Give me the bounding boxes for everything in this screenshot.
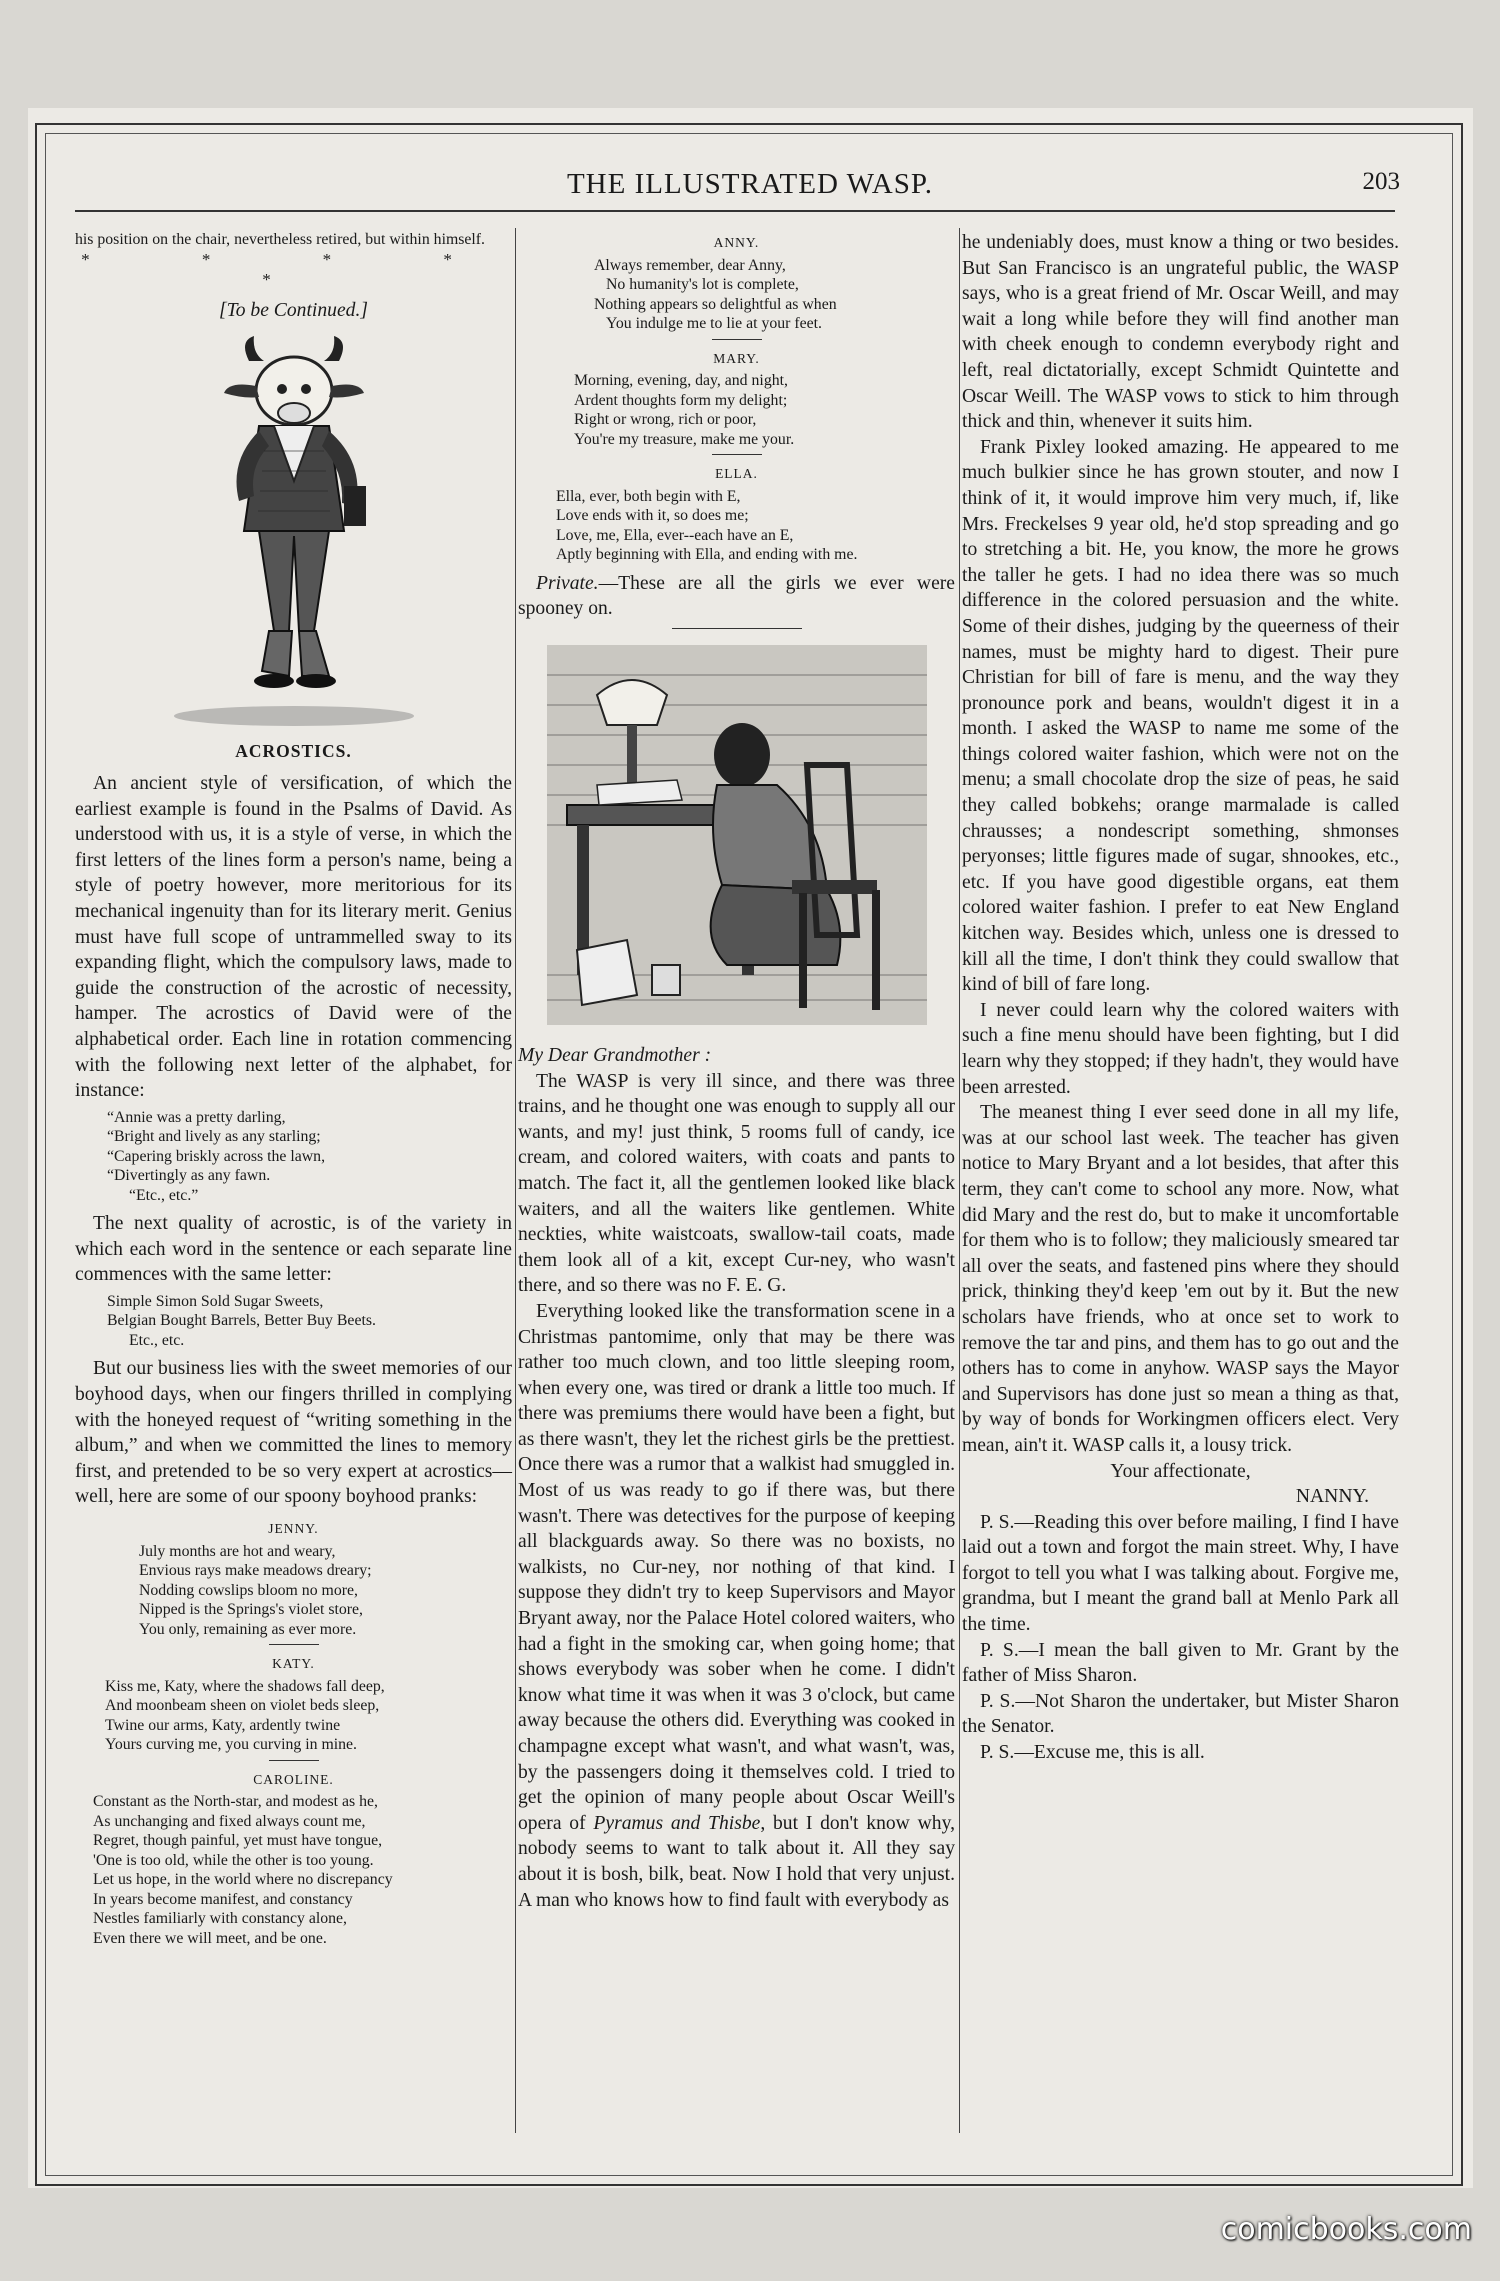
column-2	[518, 230, 955, 1913]
letter-paragraph-2-text: Everything looked like the transformation scene in a Christmas pantomime, only that may be there was rather too much clown, and too little sleeping room, when every one, was tired or drank a little too much. If there was premiums there would have been a fight, but as there wasn't, they let the richest girls be the prettiest. Once there was a rumor that a walkist had smuggled in. Most of us was ready to go if there was, but there wasn't. There was detectives for the purpose of keeping all blackguards away. So there was no boxists, no walkists, no Cur-ney, nor nothing of that kind. I suppose they didn't try to keep Supervisors and Mayor Bryant away, nor the Palace Hotel colored waiters, who had a fight in the smoking car, when going home; that shows everybody was sober when he come. I didn't know what time it was when it was 3 o'clock, but came away because the others did. Everything was cooked in champagne except what wasn't, and what wasn't, was, by the passengers doing it themselves cold. I tried to get the opinion of many people about Oscar Weill's opera of	[518, 1300, 955, 1834]
ornamental-rule	[672, 628, 802, 629]
verse-line: No humanity's lot is complete,	[606, 276, 799, 294]
verse-line: Regret, though painful, yet must have tongue,	[93, 1832, 383, 1850]
verse-line: Love ends with it, so does me;	[556, 507, 749, 525]
private-note	[518, 571, 955, 622]
verse-line: And moonbeam sheen on violet beds sleep,	[105, 1697, 380, 1715]
verse-line: “Bright and lively as any starling;	[107, 1128, 321, 1146]
verse-line: You indulge me to lie at your feet.	[606, 315, 823, 333]
caroline-verse	[75, 1792, 512, 1948]
annie-verse	[87, 1108, 512, 1206]
header-rule	[75, 210, 1395, 212]
verse-line: Nipped is the Springs's violet store,	[139, 1601, 363, 1619]
acrostics-paragraph-2: The next quality of acrostic, is of the variety in which each word in the sentence or each separate line commences with the same letter:	[75, 1213, 512, 1286]
divider	[712, 454, 762, 455]
bull-man-illustration	[144, 331, 444, 731]
anny-verse	[518, 256, 955, 334]
letter-paragraph-3: he undeniably does, must know a thing or two besides. But San Francisco is an ungrateful public, the WASP says, who is a great friend of Mr. Oscar Weill, and may wait a long while before they will find another man with cheek enough to condemn everybody right and left, real dictatorially, except Schmidt Quintette and Oscar Weill. The WASP vows to stick to him through thick and thin, whenever it suits him.	[962, 232, 1399, 433]
katy-title: KATY.	[272, 1656, 315, 1672]
verse-line: You're my treasure, make me your.	[574, 430, 795, 448]
caroline-title: CAROLINE.	[253, 1771, 334, 1787]
verse-line: As unchanging and fixed always count me,	[93, 1812, 366, 1830]
verse-line: Ella, ever, both begin with E,	[556, 487, 741, 505]
simon-verse	[87, 1292, 512, 1351]
divider	[269, 1644, 319, 1645]
verse-line: “Capering briskly across the lawn,	[107, 1147, 326, 1165]
verse-line: Always remember, dear Anny,	[594, 256, 786, 274]
letter-salutation: My Dear Grandmother :	[518, 1044, 712, 1066]
anny-title: ANNY.	[713, 235, 760, 250]
page-number: 203	[1362, 168, 1400, 195]
opera-title: Pyramus and Thisbe	[593, 1812, 761, 1834]
ella-title: ELLA.	[715, 466, 758, 482]
postscript-2: P. S.—I mean the ball given to Mr. Grant by the father of Miss Sharon.	[962, 1639, 1399, 1687]
girl-writing-illustration	[537, 635, 937, 1035]
letter-paragraph-2-end: , but I don't know why, nobody seems to want to talk about it. All they say about it is bosh, bilk, beat. Now I hold that very unjust. A man who knows how to find fault with everybody as	[518, 1812, 955, 1911]
watermark: comicbooks.com	[1220, 2212, 1472, 2247]
verse-line: “Annie was a pretty darling,	[107, 1108, 286, 1126]
jenny-verse	[75, 1542, 512, 1640]
verse-line: Constant as the North-star, and modest as he,	[93, 1793, 378, 1811]
verse-line: Envious rays make meadows dreary;	[139, 1562, 372, 1580]
letter-closing: Your affectionate,	[1110, 1460, 1251, 1482]
verse-line: 'One is too old, while the other is too young.	[93, 1851, 374, 1869]
divider	[269, 1760, 319, 1761]
ella-verse	[518, 487, 955, 565]
divider	[712, 339, 762, 340]
verse-line: Aptly beginning with Ella, and ending with me.	[556, 546, 858, 564]
verse-line: Simple Simon Sold Sugar Sweets,	[107, 1292, 324, 1310]
verse-line: Right or wrong, rich or poor,	[574, 411, 757, 429]
verse-line: Etc., etc.	[129, 1331, 185, 1349]
verse-line: Twine our arms, Katy, ardently twine	[105, 1716, 341, 1734]
acrostics-heading: ACROSTICS.	[235, 741, 352, 762]
verse-line: July months are hot and weary,	[139, 1542, 336, 1560]
column-3	[962, 230, 1399, 1766]
postscript-1: P. S.—Reading this over before mailing, I find I have laid out a town and forgot the main street. Why, I have forgot to tell you what I was talking about. Forgive me, grandma, but I meant the grand ball at Menlo Park all the time.	[962, 1511, 1399, 1636]
private-label: Private.	[536, 572, 599, 594]
letter-paragraph-6: The meanest thing I ever seed done in all my life, was at our school last week. The teacher has given notice to Mary Bryant and a lot besides, that after this term, they can't come to school any more. Now, what did Mary and the rest do, but to make it uncomfortable for them who is to follow; they maliciously smeared tar all over the seats, and fastened pins where they should prick, thinking they'd keep 'em out by it. But the new scholars have friends, who at once set to work to remove the tar and pins, and them has to go out and the others has to come in anyhow. WASP says the Mayor and Supervisors has done just so mean a thing as that, by way of bonds for Workingmen officers elect. Very mean, ain't it. WASP calls it, a lousy trick.	[962, 1102, 1399, 1456]
letter-paragraph-5: I never could learn why the colored waiters with such a fine menu should have been fighting, but I did learn why they stopped; if they hadn't, they would have been arrested.	[962, 999, 1399, 1098]
verse-line: Belgian Bought Barrels, Better Buy Beets.	[107, 1312, 376, 1330]
section-stars: * * * * *	[81, 249, 506, 289]
mary-verse	[518, 371, 955, 449]
verse-line: In years become manifest, and constancy	[93, 1890, 353, 1908]
verse-line: Nestles familiarly with constancy alone,	[93, 1910, 347, 1928]
letter-paragraph-4: Frank Pixley looked amazing. He appeared to me much bulkier since he has grown stouter, and now I think of it, it would improve him very much, if, like Mrs. Freckelses 9 year old, he'd stop spreading and go to stretching a bit. He, you know, the more he grows the taller he gets. I had no idea there was so much difference in the colored persuasion and the white. Some of their dishes, judging by the queerness of their names, must be mighty hard to digest. Their pure Christian for bill of fare is menu, and the way they pronounce pork and beans, wouldn't digest it in a month. I asked the WASP to name me some of the things colored waiter fashion, which were not on the menu; a small chocolate drop the size of peas, he said they called bobkehs; orange marmalade is called chrausses; a nondescript something, shmonses peryonses; little figures made of sugar, shnookes, etc., etc. If you have good digestible organs, eat them colored waiter fashion. I prefer to eat New England kitchen way. Besides which, unless one is dressed to kill all the time, I don't think they could swallow that kind of bill of fare long.	[962, 436, 1399, 996]
continuation-text: his position on the chair, nevertheless retired, but within himself.	[75, 231, 486, 248]
letter-signature: NANNY.	[1295, 1486, 1369, 1508]
postscript-3: P. S.—Not Sharon the undertaker, but Mister Sharon the Senator.	[962, 1690, 1399, 1738]
verse-line: Nothing appears so delightful as when	[594, 295, 837, 313]
column-1	[75, 230, 512, 1948]
verse-line: Even there we will meet, and be one.	[93, 1929, 327, 1947]
private-text: —These are all the girls we ever were spooney on.	[518, 572, 955, 620]
verse-line: Ardent thoughts form my delight;	[574, 391, 788, 409]
verse-line: “Etc., etc.”	[129, 1186, 199, 1204]
jenny-title: JENNY.	[268, 1521, 319, 1537]
postscript-4: P. S.—Excuse me, this is all.	[980, 1742, 1205, 1764]
column-divider-1	[515, 228, 516, 2133]
verse-line: Love, me, Ella, ever--each have an E,	[556, 526, 794, 544]
verse-line: Yours curving me, you curving in mine.	[105, 1736, 358, 1754]
verse-line: “Divertingly as any fawn.	[107, 1167, 271, 1185]
katy-verse	[75, 1677, 512, 1755]
verse-line: Kiss me, Katy, where the shadows fall deep,	[105, 1677, 385, 1695]
verse-line: Let us hope, in the world where no discrepancy	[93, 1871, 393, 1889]
to-be-continued: [To be Continued.]	[219, 299, 368, 321]
column-divider-2	[959, 228, 960, 2133]
letter-paragraph-1: The WASP is very ill since, and there was three trains, and he thought one was enough to supply all our wants, and my! just think, 5 rooms full of candy, ice cream, and colored waiters, with coats and pants to match. The fact it, all the gentlemen looked like black waiters, and all the waiters like gentlemen. White neckties, white waistcoats, swallow-tail coats, made them look all of a kit, except Cur-ney, who wasn't there, and so there was no F. E. G.	[518, 1070, 955, 1297]
verse-line: You only, remaining as ever more.	[139, 1620, 357, 1638]
acrostics-paragraph-1: An ancient style of versification, of which the earliest example is found in the Psalms of David. As understood with us, it is a style of verse, in which the first letters of the lines form a person's name, being a style of poetry however, more meritorious for its mechanical ingenuity than for its literary merit. Genius must have full scope of untrammelled sway to its expanding flight, which the compulsory laws, made to guide the construction of the acrostic of necessity, hamper. The acrostics of David were of the alphabetical order. Each line in rotation commencing with the following next letter of the alphabet, for instance:	[75, 772, 512, 1102]
letter-paragraph-2	[518, 1299, 955, 1913]
verse-line: Nodding cowslips bloom no more,	[139, 1581, 358, 1599]
page-title: THE ILLUSTRATED WASP.	[566, 168, 934, 200]
acrostics-paragraph-3: But our business lies with the sweet memories of our boyhood days, when our fingers thrilled in complying with the honeyed request of “writing something in the album,” and when we committed the lines to memory first, and pretended to be so very expert at acrostics—well, here are some of our spoony boyhood pranks:	[75, 1358, 512, 1508]
verse-line: Morning, evening, day, and night,	[574, 372, 788, 390]
mary-title: MARY.	[713, 350, 760, 366]
